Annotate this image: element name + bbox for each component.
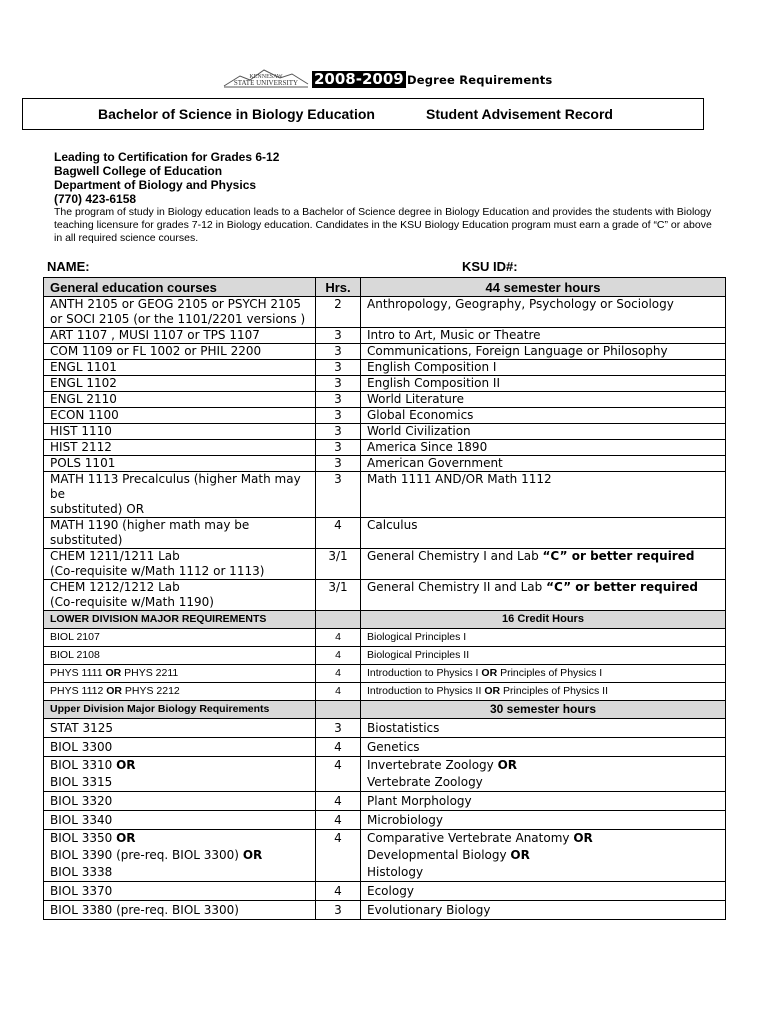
description-cell — [361, 683, 726, 701]
description-cell — [361, 629, 726, 647]
course-code: HIST 2112 — [50, 440, 112, 454]
hours-column-header — [316, 611, 361, 629]
course-cell — [44, 518, 316, 549]
description-column-header: 16 Credit Hours — [361, 611, 726, 629]
course-code-alt: BIOL 3315 — [50, 775, 113, 789]
program-info — [54, 150, 714, 245]
course-code: BIOL 3320 — [50, 793, 113, 808]
course-description-alt: Principles of Physics I — [500, 667, 603, 679]
course-code: BIOL 3310 — [50, 758, 113, 772]
course-row — [44, 392, 726, 408]
course-code: CHEM 1211/1211 Lab — [50, 549, 180, 563]
course-code: ECON 1100 — [50, 408, 119, 422]
course-description: Biological Principles I — [367, 631, 467, 643]
program-description: The program of study in Biology education leads to a Bachelor of Science degree in Biology Education and provides the students with Biology teaching licensure for grades 7-12 in Biology education. Candidates in the KSU Biology Education program must earn a grade of “C” or above in all required science courses. — [54, 206, 712, 244]
course-code: BIOL 3300 — [50, 739, 113, 754]
gen_ed-header-row — [44, 278, 726, 297]
course-description: American Government — [367, 456, 503, 470]
course-cell — [44, 328, 316, 344]
course-row — [44, 518, 726, 549]
upper_div-header-row — [44, 701, 726, 719]
course-code: ENGL 1102 — [50, 376, 117, 390]
course-cell — [44, 580, 316, 611]
description-cell — [361, 328, 726, 344]
course-row — [44, 408, 726, 424]
course-row — [44, 440, 726, 456]
description-cell — [361, 757, 726, 792]
course-row — [44, 882, 726, 901]
course-description: Communications, Foreign Language or Philosophy — [367, 344, 668, 358]
academic-year-badge: 2008-2009 — [314, 70, 404, 88]
hours-column-header: Hrs. — [316, 278, 361, 297]
department-line: Department of Biology and Physics — [54, 178, 257, 192]
hours-cell: 4 — [316, 629, 361, 647]
or-label: OR — [116, 758, 136, 772]
course-row — [44, 629, 726, 647]
course-column-header: Upper Division Major Biology Requirements — [44, 701, 316, 719]
course-description: Comparative Vertebrate Anatomy — [367, 831, 574, 845]
or-label: OR — [573, 831, 593, 845]
course-code: HIST 1110 — [50, 424, 112, 438]
course-code-cont: (Co-requisite w/Math 1190) — [50, 595, 214, 609]
course-code: BIOL 3340 — [50, 812, 113, 827]
or-label: OR — [484, 685, 501, 697]
hours-cell: 4 — [316, 665, 361, 683]
course-description: America Since 1890 — [367, 440, 488, 454]
course-code: PHYS 1111 — [50, 667, 103, 679]
course-row — [44, 376, 726, 392]
course-code: COM 1109 or FL 1002 or PHIL 2200 — [50, 344, 262, 358]
course-cell — [44, 344, 316, 360]
course-code: BIOL 2108 — [50, 649, 100, 661]
course-description: Evolutionary Biology — [367, 902, 491, 917]
course-code: CHEM 1212/1212 Lab — [50, 580, 180, 594]
course-row — [44, 580, 726, 611]
course-code-cont: substituted) OR — [50, 502, 145, 516]
course-description: Invertebrate Zoology — [367, 758, 498, 772]
course-row — [44, 647, 726, 665]
course-row — [44, 792, 726, 811]
description-cell — [361, 882, 726, 901]
course-description: Introduction to Physics I — [367, 667, 479, 679]
course-cell — [44, 549, 316, 580]
course-description: Biological Principles II — [367, 649, 470, 661]
course-cell — [44, 738, 316, 757]
title-box — [22, 98, 704, 130]
lower_div-header-row — [44, 611, 726, 629]
course-code: BIOL 3370 — [50, 883, 113, 898]
record-title: Student Advisement Record — [426, 106, 613, 122]
course-cell — [44, 456, 316, 472]
course-cell — [44, 757, 316, 792]
hours-cell: 4 — [316, 811, 361, 830]
hours-cell: 3 — [316, 408, 361, 424]
college-line: Bagwell College of Education — [54, 164, 223, 178]
or-label: OR — [242, 848, 263, 862]
hours-column-header — [316, 701, 361, 719]
course-description: Math 1111 AND/OR Math 1112 — [367, 472, 552, 486]
description-cell — [361, 376, 726, 392]
hours-cell: 3 — [316, 376, 361, 392]
course-code-cont: or SOCI 2105 (or the 1101/2201 versions ) — [50, 312, 306, 326]
course-row — [44, 738, 726, 757]
course-cell — [44, 472, 316, 518]
hours-cell: 3/1 — [316, 549, 361, 580]
course-row — [44, 472, 726, 518]
or-label: OR — [510, 848, 530, 862]
course-row — [44, 757, 726, 792]
hours-cell: 4 — [316, 792, 361, 811]
course-code: MATH 1113 Precalculus (higher Math may be — [50, 472, 301, 501]
course-row — [44, 360, 726, 376]
hours-cell: 3 — [316, 901, 361, 920]
or-label: OR — [105, 667, 122, 679]
course-description: World Civilization — [367, 424, 471, 438]
course-row — [44, 549, 726, 580]
description-cell — [361, 719, 726, 738]
course-code: BIOL 2107 — [50, 631, 100, 643]
course-cell — [44, 882, 316, 901]
hours-cell: 4 — [316, 830, 361, 882]
course-row — [44, 328, 726, 344]
or-label: OR — [481, 667, 498, 679]
description-cell — [361, 738, 726, 757]
description-cell — [361, 408, 726, 424]
course-description: English Composition I — [367, 360, 497, 374]
hours-cell: 4 — [316, 757, 361, 792]
hours-cell: 3 — [316, 472, 361, 518]
course-row — [44, 811, 726, 830]
hours-cell: 3 — [316, 440, 361, 456]
svg-text:STATE UNIVERSITY: STATE UNIVERSITY — [233, 79, 299, 87]
hours-cell: 3 — [316, 360, 361, 376]
hours-cell: 3 — [316, 719, 361, 738]
course-code-alt: PHYS 2212 — [124, 685, 180, 697]
hours-cell: 3 — [316, 344, 361, 360]
course-description: English Composition II — [367, 376, 500, 390]
course-description: Plant Morphology — [367, 793, 472, 808]
course-description: Genetics — [367, 739, 420, 754]
hours-cell: 4 — [316, 738, 361, 757]
hours-cell: 2 — [316, 297, 361, 328]
course-code: ANTH 2105 or GEOG 2105 or PSYCH 2105 — [50, 297, 301, 311]
course-cell — [44, 647, 316, 665]
course-code: BIOL 3350 — [50, 831, 117, 845]
course-column-header: LOWER DIVISION MAJOR REQUIREMENTS — [44, 611, 316, 629]
course-row — [44, 830, 726, 882]
description-cell — [361, 549, 726, 580]
description-cell — [361, 830, 726, 882]
course-cell — [44, 830, 316, 882]
course-description-alt2: Histology — [367, 865, 424, 879]
course-code: BIOL 3380 (pre-req. BIOL 3300) — [50, 902, 239, 917]
course-description: Calculus — [367, 518, 418, 532]
description-cell — [361, 456, 726, 472]
course-row — [44, 424, 726, 440]
grade-requirement: “C” or better required — [542, 549, 695, 563]
course-code: PHYS 1112 — [50, 685, 104, 697]
hours-cell: 3 — [316, 392, 361, 408]
course-row — [44, 665, 726, 683]
course-description: General Chemistry I and Lab — [367, 549, 539, 563]
course-description: General Chemistry II and Lab — [367, 580, 543, 594]
hours-cell: 4 — [316, 683, 361, 701]
course-code-alt2: BIOL 3338 — [50, 865, 113, 879]
course-description: Anthropology, Geography, Psychology or Sociology — [367, 297, 674, 311]
description-cell — [361, 297, 726, 328]
hours-cell: 3 — [316, 424, 361, 440]
hours-cell: 3/1 — [316, 580, 361, 611]
course-code: MATH 1190 (higher math may be substituted) — [50, 518, 250, 547]
description-cell — [361, 647, 726, 665]
course-code: POLS 1101 — [50, 456, 116, 470]
course-cell — [44, 811, 316, 830]
course-row — [44, 344, 726, 360]
course-code: ENGL 1101 — [50, 360, 117, 374]
course-cell — [44, 719, 316, 738]
course-cell — [44, 901, 316, 920]
course-description: Global Economics — [367, 408, 474, 422]
description-cell — [361, 792, 726, 811]
course-description: World Literature — [367, 392, 464, 406]
ksu-id-label: KSU ID#: — [462, 259, 518, 274]
description-cell — [361, 424, 726, 440]
course-code-alt: PHYS 2211 — [124, 667, 179, 679]
course-description: Microbiology — [367, 812, 443, 827]
degree-title: Bachelor of Science in Biology Education — [98, 106, 375, 122]
or-label: OR — [497, 758, 518, 772]
description-column-header: 44 semester hours — [361, 278, 726, 297]
certification-line: Leading to Certification for Grades 6-12 — [54, 150, 280, 164]
hours-cell: 4 — [316, 882, 361, 901]
course-row — [44, 683, 726, 701]
course-cell — [44, 629, 316, 647]
description-cell — [361, 580, 726, 611]
course-description-alt: Vertebrate Zoology — [367, 775, 483, 789]
name-label: NAME: — [47, 259, 90, 274]
requirements-table — [43, 277, 726, 920]
course-description: Introduction to Physics II — [367, 685, 482, 697]
description-cell — [361, 811, 726, 830]
description-cell — [361, 392, 726, 408]
course-row — [44, 297, 726, 328]
course-code: ART 1107 , MUSI 1107 or TPS 1107 — [50, 328, 260, 342]
description-column-header: 30 semester hours — [361, 701, 726, 719]
hours-cell: 4 — [316, 647, 361, 665]
course-row — [44, 901, 726, 920]
or-label: OR — [116, 831, 136, 845]
description-cell — [361, 665, 726, 683]
course-description: Intro to Art, Music or Theatre — [367, 328, 541, 342]
description-cell — [361, 901, 726, 920]
hours-cell: 4 — [316, 518, 361, 549]
course-cell — [44, 360, 316, 376]
course-cell — [44, 297, 316, 328]
course-row — [44, 719, 726, 738]
description-cell — [361, 344, 726, 360]
grade-requirement: “C” or better required — [546, 580, 698, 594]
course-cell — [44, 424, 316, 440]
university-logo — [222, 64, 310, 92]
course-cell — [44, 665, 316, 683]
page-subtitle: Degree Requirements — [407, 73, 553, 87]
course-cell — [44, 792, 316, 811]
course-cell — [44, 440, 316, 456]
description-cell — [361, 472, 726, 518]
course-column-header: General education courses — [44, 278, 316, 297]
course-code: STAT 3125 — [50, 720, 113, 735]
course-description: Biostatistics — [367, 720, 440, 735]
svg-text:KENNESAW: KENNESAW — [249, 74, 283, 80]
course-cell — [44, 376, 316, 392]
course-cell — [44, 683, 316, 701]
description-cell — [361, 518, 726, 549]
course-code-cont: (Co-requisite w/Math 1112 or 1113) — [50, 564, 265, 578]
description-cell — [361, 440, 726, 456]
course-cell — [44, 392, 316, 408]
course-row — [44, 456, 726, 472]
course-cell — [44, 408, 316, 424]
hours-cell: 3 — [316, 456, 361, 472]
description-cell — [361, 360, 726, 376]
or-label: OR — [106, 685, 122, 697]
hours-cell: 3 — [316, 328, 361, 344]
phone-line: (770) 423-6158 — [54, 192, 137, 206]
course-description-alt: Principles of Physics II — [502, 685, 609, 697]
course-description: Ecology — [367, 883, 414, 898]
course-code-alt: BIOL 3390 (pre-req. BIOL 3300) — [50, 848, 243, 862]
course-code: ENGL 2110 — [50, 392, 117, 406]
course-description-alt: Developmental Biology — [367, 848, 511, 862]
